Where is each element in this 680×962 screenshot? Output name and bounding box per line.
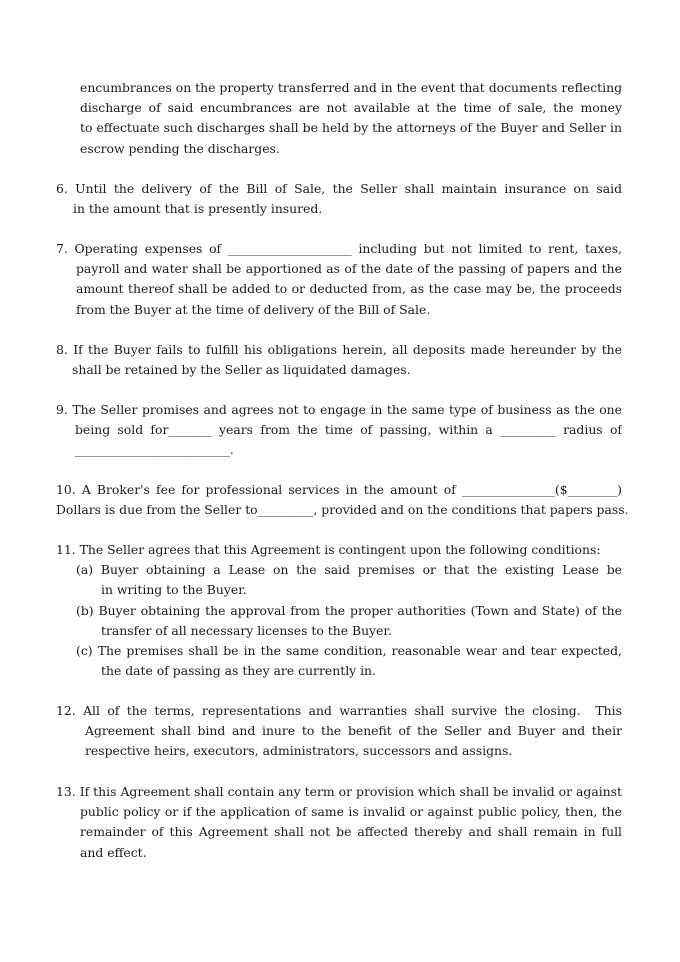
clause-11 [56, 540, 622, 681]
text-line: encumbrances on the property transferred and in the event that documents reflecting [80, 80, 622, 95]
paragraph-continuation [80, 78, 622, 159]
text-line: shall be retained by the Seller as liquidated damages. [72, 362, 411, 378]
clause-6 [56, 179, 622, 219]
text-line: being sold for_______ years from the time of passing, within a _________ radius of [75, 422, 622, 438]
text-line: escrow pending the discharges. [80, 140, 280, 156]
text-line: in writing to the Buyer. [101, 582, 247, 598]
text-line: 13. If this Agreement shall contain any term or provision which shall be invalid or against [56, 784, 622, 799]
text-line: transfer of all necessary licenses to the Buyer. [101, 622, 392, 638]
text-line: 12. All of the terms, representations and warranties shall survive the closing. This [56, 703, 622, 718]
text-line: in the amount that is presently insured. [73, 201, 323, 217]
clause-13 [56, 782, 622, 863]
text-line: 6. Until the delivery of the Bill of Sale, the Seller shall maintain insurance on said [56, 181, 622, 196]
text-line: discharge of said encumbrances are not available at the time of sale, the money [80, 100, 622, 116]
text-line: remainder of this Agreement shall not be affected thereby and shall remain in full [80, 824, 622, 840]
text-line: (b) Buyer obtaining the approval from the proper authorities (Town and State) of the [76, 602, 622, 618]
text-line: 9. The Seller promises and agrees not to engage in the same type of business as the one [56, 402, 622, 417]
text-line: (a) Buyer obtaining a Lease on the said premises or that the existing Lease be [76, 562, 622, 578]
text-line: and effect. [80, 844, 147, 860]
text-line: (c) The premises shall be in the same condition, reasonable wear and tear expected, [76, 642, 622, 658]
text-line: from the Buyer at the time of delivery of the Bill of Sale. [76, 301, 431, 317]
text-line: amount thereof shall be added to or deducted from, as the case may be, the proceeds [76, 281, 622, 297]
text-line: to effectuate such discharges shall be held by the attorneys of the Buyer and Seller in [80, 120, 622, 136]
text-line: public policy or if the application of same is invalid or against public policy, then, the [80, 804, 622, 820]
text-line: 7. Operating expenses of ____________________ including but not limited to rent, taxes, [56, 241, 622, 256]
text-line: 8. If the Buyer fails to fulfill his obligations herein, all deposits made hereunder by the [56, 342, 622, 357]
text-line: respective heirs, executors, administrators, successors and assigns. [85, 743, 513, 759]
text-line: Agreement shall bind and inure to the benefit of the Seller and Buyer and their [85, 723, 622, 739]
clause-9 [56, 400, 622, 461]
text-line: 11. The Seller agrees that this Agreement is contingent upon the following conditions: [56, 542, 601, 557]
text-line: the date of passing as they are currently in. [101, 663, 376, 679]
text-line: _________________________. [75, 442, 234, 458]
text-line: Dollars is due from the Seller to_________, provided and on the conditions that papers pass. [56, 502, 629, 518]
clause-7 [56, 239, 622, 320]
text-line: 10. A Broker's fee for professional services in the amount of _______________($________) [56, 482, 622, 497]
text-line: payroll and water shall be apportioned as of the date of the passing of papers and the [76, 261, 622, 277]
clause-12 [56, 701, 622, 762]
clause-10 [56, 480, 629, 520]
clause-8 [56, 340, 622, 380]
